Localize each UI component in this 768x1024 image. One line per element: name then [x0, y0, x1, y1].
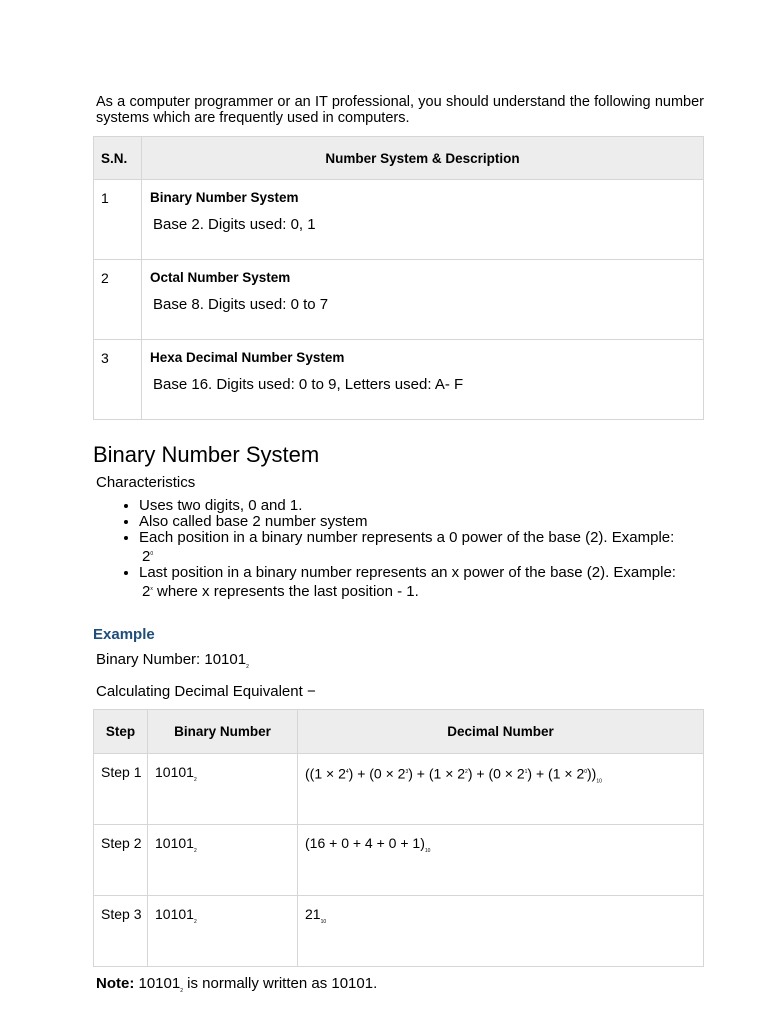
conversion-table: [93, 709, 704, 967]
example-tail: where x represents the last position - 1.: [152, 583, 419, 600]
expr-part: )): [587, 765, 597, 782]
binary-value: 10101: [155, 835, 194, 851]
decimal-cell: [298, 754, 704, 825]
document-body: [93, 94, 704, 994]
system-title: Binary Number System: [150, 190, 299, 205]
section-heading-binary: Binary Number System: [93, 442, 320, 467]
system-text: Base 2. Digits used: 0, 1: [153, 216, 316, 233]
list-item: • Also called base 2 number system: [139, 514, 704, 530]
expr-exponent: 4: [345, 769, 349, 775]
row-description: [142, 180, 704, 260]
table-row: [94, 754, 704, 825]
decimal-value: (16 + 0 + 4 + 0 + 1): [305, 835, 425, 851]
list-item: [139, 565, 704, 600]
table-header-row: [94, 137, 704, 180]
bullet-text: Last position in a binary number represents an x power of the base (2). Example:: [139, 564, 676, 581]
expr-exponent: 0: [584, 769, 588, 775]
header-description: Number System & Description: [142, 137, 704, 180]
number-systems-table: [93, 136, 704, 420]
header-sn: S.N.: [94, 137, 142, 180]
bullet-example: [139, 583, 419, 600]
example-base: 2: [142, 548, 151, 565]
list-item: [139, 530, 704, 565]
binary-number-line: [96, 652, 704, 675]
binary-subscript: 2: [193, 776, 197, 783]
header-decimal-number: Decimal Number: [298, 710, 704, 754]
example-exponent: 0: [150, 551, 154, 557]
calculating-label: Calculating Decimal Equivalent −: [96, 683, 316, 700]
intro-paragraph: As a computer programmer or an IT professional, you should understand the following number systems which are frequently used in computers.: [96, 94, 704, 126]
binary-cell: [148, 825, 298, 896]
row-number: 1: [94, 180, 142, 260]
step-cell: Step 1: [94, 754, 148, 825]
table-header-row: [94, 710, 704, 754]
expr-exponent: 2: [465, 769, 468, 775]
system-text: Base 16. Digits used: 0 to 9, Letters used: A- F: [153, 376, 464, 393]
expr-part: ) + (1 × 2: [527, 765, 585, 782]
note-line: [96, 975, 704, 994]
step-cell: Step 3: [94, 896, 148, 967]
row-description: [142, 340, 704, 420]
bullet-text: Each position in a binary number represents a 0 power of the base (2). Example:: [139, 529, 675, 546]
header-binary-number: Binary Number: [148, 710, 298, 754]
binary-base-subscript: 2: [246, 664, 249, 670]
expr-part: ) + (0 × 2: [348, 765, 406, 782]
characteristics-list: [93, 498, 704, 600]
expr-part: ((1 × 2: [305, 765, 346, 782]
note-label: Note:: [96, 975, 135, 992]
example-base: 2: [142, 583, 151, 600]
table-row: [94, 896, 704, 967]
decimal-cell: [298, 825, 704, 896]
binary-value: 10101: [155, 906, 194, 922]
binary-cell: [148, 896, 298, 967]
system-title: Hexa Decimal Number System: [150, 350, 345, 365]
table-row: [94, 180, 704, 260]
header-step: Step: [94, 710, 148, 754]
note-number: 10101: [134, 975, 181, 992]
decimal-subscript: 10: [320, 918, 327, 925]
row-number: 2: [94, 260, 142, 340]
binary-subscript: 2: [193, 847, 197, 854]
note-subscript: 2: [180, 988, 183, 994]
list-item: • Uses two digits, 0 and 1.: [139, 498, 704, 514]
binary-value: 10101: [155, 764, 194, 780]
expr-part: ) + (1 × 2: [408, 765, 466, 782]
decimal-value: 21: [305, 906, 321, 922]
expr-exponent: 1: [524, 769, 528, 775]
expr-part: ) + (0 × 2: [467, 765, 525, 782]
table-row: [94, 340, 704, 420]
system-title: Octal Number System: [150, 270, 291, 285]
binary-number-text: Binary Number: 10101: [96, 651, 247, 668]
system-text: Base 8. Digits used: 0 to 7: [153, 296, 329, 313]
decimal-subscript: 10: [424, 847, 431, 854]
binary-cell: [148, 754, 298, 825]
expr-subscript: 10: [596, 778, 602, 785]
binary-subscript: 2: [193, 918, 197, 925]
step-cell: Step 2: [94, 825, 148, 896]
row-number: 3: [94, 340, 142, 420]
note-tail: is normally written as 10101.: [183, 975, 378, 992]
decimal-cell: [298, 896, 704, 967]
expr-exponent: 3: [405, 769, 409, 775]
characteristics-label: Characteristics: [96, 474, 196, 491]
bullet-example: [139, 548, 153, 565]
row-description: [142, 260, 704, 340]
example-exponent: x: [150, 586, 153, 592]
table-row: [94, 825, 704, 896]
example-heading: Example: [93, 626, 155, 643]
table-row: [94, 260, 704, 340]
